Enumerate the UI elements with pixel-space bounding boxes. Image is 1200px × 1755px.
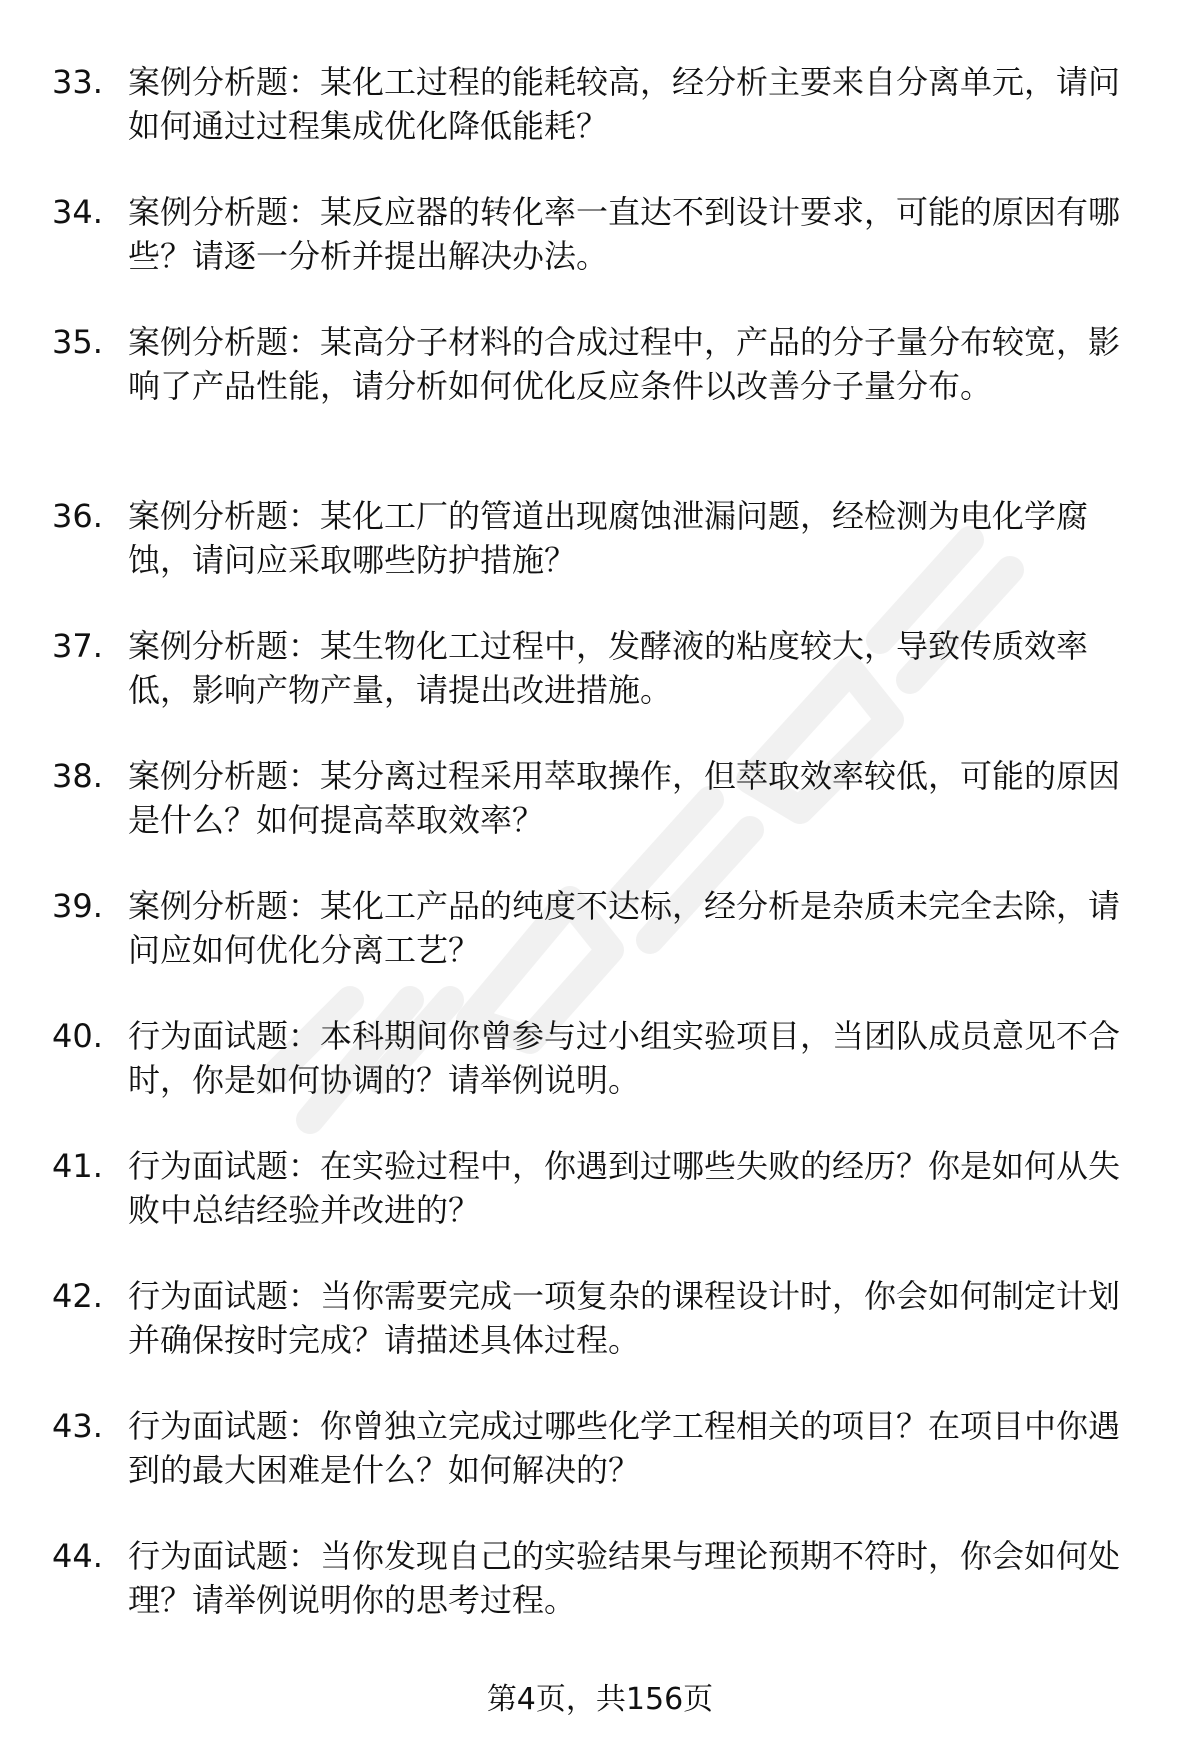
question-text: 案例分析题：某反应器的转化率一直达不到设计要求，可能的原因有哪些？请逐一分析并提出解决办法。 — [128, 193, 1121, 275]
question-number: 42. — [52, 1277, 103, 1315]
question-item — [52, 754, 1152, 839]
question-text: 行为面试题：当你发现自己的实验结果与理论预期不符时，你会如何处理？请举例说明你的思考过程。 — [128, 1537, 1121, 1619]
question-text: 行为面试题：你曾独立完成过哪些化学工程相关的项目？在项目中你遇到的最大困难是什么？如何解决的？ — [128, 1407, 1121, 1489]
question-number: 36. — [52, 497, 103, 535]
question-number: 34. — [52, 193, 103, 231]
question-item — [52, 1144, 1152, 1229]
page-footer — [0, 1680, 1200, 1720]
page-number-label: 第4页，共156页 — [486, 1682, 714, 1717]
question-number: 39. — [52, 887, 103, 925]
question-number: 43. — [52, 1407, 103, 1445]
question-list — [52, 60, 1152, 1664]
question-text: 案例分析题：某生物化工过程中，发酵液的粘度较大，导致传质效率低，影响产物产量，请提出改进措施。 — [128, 627, 1089, 709]
question-item — [52, 1404, 1152, 1489]
question-text: 案例分析题：某化工过程的能耗较高，经分析主要来自分离单元，请问如何通过过程集成优化降低能耗？ — [128, 63, 1121, 145]
question-number: 41. — [52, 1147, 103, 1185]
question-item — [52, 884, 1152, 969]
question-text: 案例分析题：某高分子材料的合成过程中，产品的分子量分布较宽，影响了产品性能，请分析如何优化反应条件以改善分子量分布。 — [128, 323, 1121, 405]
question-text: 行为面试题：当你需要完成一项复杂的课程设计时，你会如何制定计划并确保按时完成？请描述具体过程。 — [128, 1277, 1121, 1359]
question-item — [52, 190, 1152, 275]
question-number: 35. — [52, 323, 103, 361]
question-item — [52, 320, 1152, 432]
question-text: 案例分析题：某分离过程采用萃取操作，但萃取效率较低，可能的原因是什么？如何提高萃取效率？ — [128, 757, 1121, 839]
question-number: 40. — [52, 1017, 103, 1055]
question-text: 行为面试题：本科期间你曾参与过小组实验项目，当团队成员意见不合时，你是如何协调的？请举例说明。 — [128, 1017, 1121, 1099]
question-item — [52, 494, 1152, 579]
question-item — [52, 624, 1152, 709]
question-number: 33. — [52, 63, 103, 101]
question-number: 44. — [52, 1537, 103, 1575]
question-number: 37. — [52, 627, 103, 665]
question-item — [52, 1534, 1152, 1619]
question-number: 38. — [52, 757, 103, 795]
question-text: 行为面试题：在实验过程中，你遇到过哪些失败的经历？你是如何从失败中总结经验并改进的？ — [128, 1147, 1121, 1229]
question-item — [52, 60, 1152, 145]
question-text: 案例分析题：某化工产品的纯度不达标，经分析是杂质未完全去除，请问应如何优化分离工艺？ — [128, 887, 1121, 969]
question-item — [52, 1014, 1152, 1099]
question-text: 案例分析题：某化工厂的管道出现腐蚀泄漏问题，经检测为电化学腐蚀，请问应采取哪些防护措施？ — [128, 497, 1089, 579]
question-item — [52, 1274, 1152, 1359]
